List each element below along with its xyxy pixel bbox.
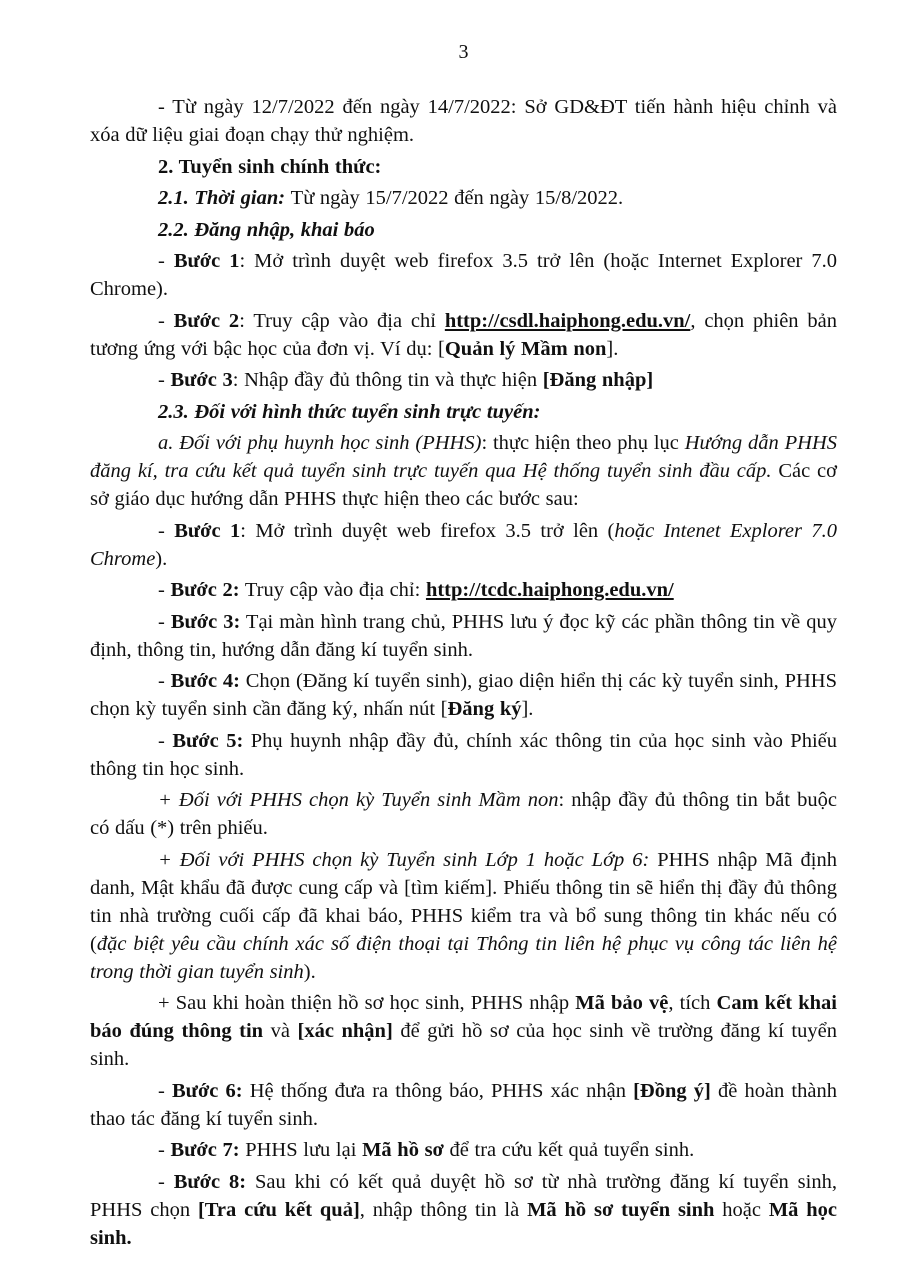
text-run: Bước 1: [174, 519, 241, 542]
text-run: đặc biệt yêu cầu chính xác số điện thoại tại Thông tin liên hệ phục vụ công tác liên hệ trong thời gian tuyển sinh: [90, 932, 837, 983]
text-run: PHHS nhập Mã định danh, Mật khẩu đã được cung cấp và [tìm kiếm]. Phiếu thông tin sẽ hiển thị đầy đủ thông tin nhà trường cuối cấp đã khai báo, PHHS kiểm tra và bổ sung thông tin khác nếu có (: [90, 848, 837, 955]
text-run: hoặc: [714, 1198, 769, 1221]
paragraph: [90, 307, 837, 363]
text-run: + Đối với PHHS chọn kỳ Tuyển sinh Lớp 1 hoặc Lớp 6:: [158, 848, 650, 871]
text-run: [Đồng ý]: [633, 1079, 711, 1102]
paragraph: [90, 93, 837, 149]
text-run: Đăng ký: [447, 698, 522, 720]
text-run: , nhập thông tin là: [359, 1198, 528, 1221]
text-run: - Từ ngày 12/7/2022 đến ngày 14/7/2022: Sở GD&ĐT tiến hành hiệu chỉnh và xóa dữ liệu giai đoạn chạy thử nghiệm.: [90, 96, 837, 146]
text-run: Từ ngày 15/7/2022 đến ngày 15/8/2022.: [290, 187, 624, 209]
text-run: ].: [606, 337, 619, 360]
text-run: Sau khi có kết quả duyệt hồ sơ từ nhà trường đăng kí tuyển sinh, PHHS chọn: [90, 1170, 837, 1221]
text-run: : Truy cập vào địa chỉ: [239, 309, 445, 332]
text-run: -: [158, 250, 174, 272]
text-run: Tại màn hình trang chủ, PHHS lưu ý đọc kỹ các phần thông tin về quy định, thông tin, hướng dẫn đăng kí tuyển sinh.: [90, 610, 837, 661]
text-run: a. Đối với phụ huynh học sinh (PHHS): [158, 432, 482, 454]
text-run: -: [158, 729, 173, 752]
text-run: Các cơ sở giáo dục hướng dẫn PHHS thực hiện theo các bước sau:: [90, 460, 837, 510]
text-run: , tích: [668, 992, 717, 1014]
text-run: + Sau khi hoàn thiện hồ sơ học sinh, PHHS nhập: [158, 992, 576, 1014]
paragraph: [90, 1077, 837, 1133]
text-run: [Đăng nhập]: [542, 369, 654, 391]
text-run: đề hoàn thành thao tác đăng kí tuyển sinh.: [90, 1079, 837, 1130]
text-run: Bước 3: [170, 369, 233, 391]
paragraph: [90, 247, 837, 303]
paragraph: [90, 216, 837, 244]
text-run: Mã bảo vệ: [575, 992, 669, 1014]
text-run: : Nhập đầy đủ thông tin và thực hiện: [232, 369, 543, 391]
text-run: -: [158, 1170, 174, 1193]
paragraph: [90, 429, 837, 513]
text-run: Bước 1: [173, 250, 240, 272]
paragraph: [90, 1168, 837, 1252]
text-run: Bước 8:: [173, 1170, 247, 1193]
text-run: Mã học sinh.: [90, 1198, 837, 1249]
text-run: PHHS lưu lại: [239, 1139, 363, 1161]
page-number: 3: [458, 41, 469, 63]
text-run: : Mở trình duyệt web firefox 3.5 trở lên (hoặc Internet Explorer 7.0 Chrome).: [90, 250, 837, 300]
text-run: : nhập đầy đủ thông tin bắt buộc có dấu (*) trên phiếu.: [90, 789, 837, 839]
text-run: để tra cứu kết quả tuyển sinh.: [443, 1139, 695, 1161]
text-run: -: [158, 670, 171, 692]
text-run: [xác nhận]: [297, 1020, 393, 1042]
text-run: 2.3. Đối với hình thức tuyển sinh trực tuyến:: [158, 400, 541, 423]
text-run: 2. Tuyển sinh chính thức:: [158, 155, 382, 178]
text-run: Bước 2: [173, 309, 240, 332]
text-run: Phụ huynh nhập đầy đủ, chính xác thông tin của học sinh vào Phiếu thông tin học sinh.: [90, 729, 837, 780]
text-run: Bước 5:: [172, 729, 244, 752]
text-run: -: [158, 579, 171, 601]
text-run: 2.2. Đăng nhập, khai báo: [158, 218, 375, 241]
text-run: [Tra cứu kết quả]: [197, 1198, 360, 1221]
paragraph: [90, 366, 837, 394]
paragraph: [90, 727, 837, 783]
text-run: : Mở trình duyệt web firefox 3.5 trở lên (: [240, 519, 615, 542]
text-run: ).: [303, 960, 316, 983]
link-url[interactable]: http://csdl.haiphong.edu.vn/: [444, 309, 691, 332]
text-run: ].: [521, 698, 534, 720]
text-run: Hướng dẫn PHHS đăng kí, tra cứu kết quả tuyển sinh trực tuyến qua Hệ thống tuyển sinh đầu cấp.: [90, 432, 837, 482]
paragraph: [90, 786, 837, 842]
paragraph: [90, 846, 837, 986]
text-run: Bước 6:: [171, 1079, 243, 1102]
text-run: , chọn phiên bản tương ứng với bậc học của đơn vị. Ví dụ: [: [90, 309, 837, 360]
text-run: -: [158, 1139, 171, 1161]
text-run: : thực hiện theo phụ lục: [481, 432, 685, 454]
paragraph: [90, 989, 837, 1073]
text-run: + Đối với PHHS chọn kỳ Tuyển sinh Mầm non: [158, 789, 559, 811]
paragraph: [90, 184, 837, 212]
link-url[interactable]: http://tcdc.haiphong.edu.vn/: [425, 579, 674, 601]
text-run: hoặc Intenet Explorer 7.0 Chrome: [90, 519, 837, 570]
text-run: Cam kết khai báo đúng thông tin: [90, 992, 837, 1042]
paragraph: [90, 667, 837, 723]
text-run: Mã hồ sơ: [362, 1139, 444, 1161]
text-run: -: [158, 369, 171, 391]
text-run: để gửi hồ sơ của học sinh về trường đăng kí tuyển sinh.: [90, 1020, 837, 1070]
paragraph: [90, 517, 837, 573]
paragraph: [90, 153, 837, 181]
text-run: Bước 3:: [170, 610, 241, 633]
text-run: Quản lý Mầm non: [444, 337, 607, 360]
text-run: Bước 4:: [170, 670, 240, 692]
text-run: Truy cập vào địa chỉ:: [239, 579, 426, 601]
text-run: Bước 7:: [170, 1139, 240, 1161]
text-run: -: [158, 519, 175, 542]
paragraph: [90, 608, 837, 664]
text-run: 2.1. Thời gian:: [158, 187, 291, 209]
text-run: -: [158, 1079, 172, 1102]
text-run: Chọn (Đăng kí tuyển sinh), giao diện hiển thị các kỳ tuyển sinh, PHHS chọn kỳ tuyển sinh cần đăng ký, nhấn nút [: [90, 670, 838, 720]
paragraph: [90, 576, 837, 604]
paragraph: [90, 398, 837, 426]
document-paragraphs: [90, 93, 837, 1252]
text-run: Mã hồ sơ tuyển sinh: [527, 1198, 715, 1221]
text-run: -: [158, 309, 174, 332]
text-run: Bước 2:: [170, 579, 240, 601]
text-run: và: [263, 1020, 298, 1042]
paragraph: [90, 1136, 837, 1164]
text-run: Hệ thống đưa ra thông báo, PHHS xác nhận: [242, 1079, 634, 1102]
text-run: -: [158, 610, 171, 633]
text-run: ).: [155, 547, 168, 570]
